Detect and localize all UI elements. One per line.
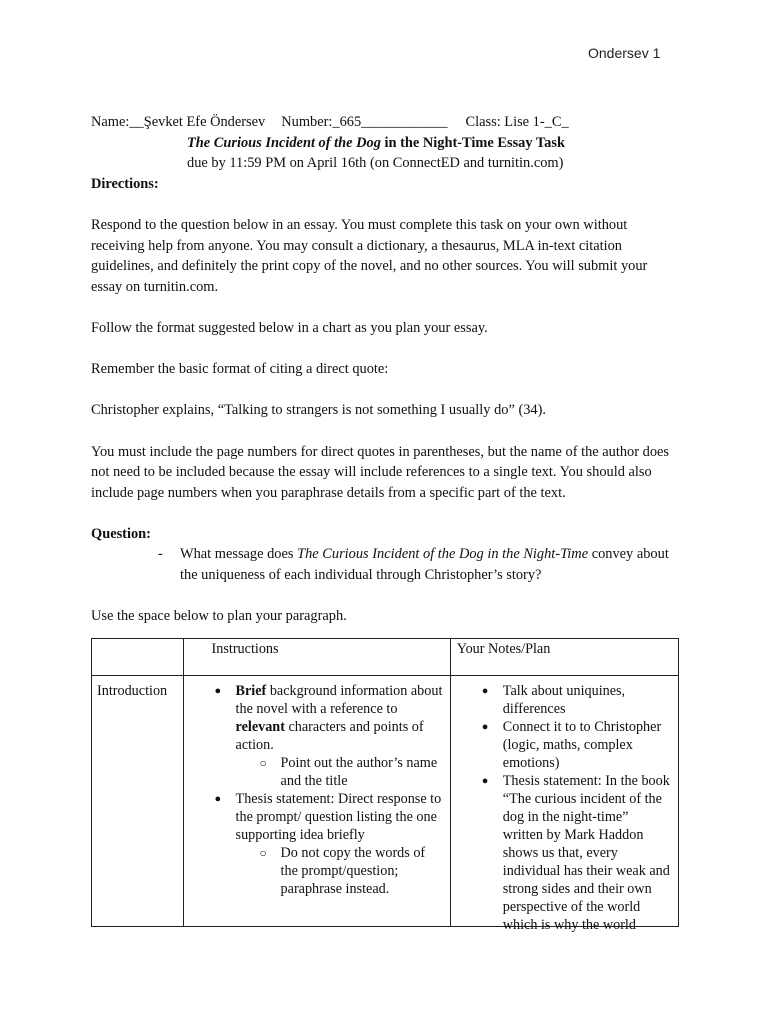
quote-example: Christopher explains, “Talking to strangers is not something I usually do” (34). bbox=[91, 402, 547, 419]
notes-cell bbox=[450, 676, 678, 933]
class-label: Class: Lise 1-_C_ bbox=[465, 114, 569, 130]
directions-paragraph-5: You must include the page numbers for direct quotes in parentheses, but the name of the author does not need to be included because the essay will include references to a single text. You should also include page numbers when you paraphrase details from a specific part of the text. bbox=[91, 443, 670, 501]
name-label: Name:__ bbox=[91, 114, 144, 130]
plan-note: Use the space below to plan your paragraph. bbox=[91, 608, 347, 625]
note-item-uniqueness: ● Talk about uniquines, differences bbox=[503, 682, 672, 718]
number-label: Number:_665____________ bbox=[281, 114, 448, 130]
essay-title bbox=[91, 133, 681, 154]
instructions-cell bbox=[183, 676, 450, 927]
due-date: due by 11:59 PM on April 16th (on ConnectED and turnitin.com) bbox=[187, 155, 564, 172]
instruction-subbullet-paraphrase: ○ Do not copy the words of the prompt/question; paraphrase instead. bbox=[281, 844, 444, 898]
directions-paragraph-2: Follow the format suggested below in a chart as you plan your essay. bbox=[91, 319, 488, 336]
document-body bbox=[91, 112, 681, 627]
table-header-empty bbox=[92, 639, 184, 676]
instruction-subbullet-author: ○ Point out the author’s name and the title bbox=[281, 754, 444, 790]
row-label-introduction: Introduction bbox=[92, 676, 184, 927]
table-header-row bbox=[92, 639, 679, 676]
instruction-bullet-thesis: ● Thesis statement: Direct response to the prompt/ question listing the one supporting idea briefly ○ Do not copy the words of the prompt/question; paraphrase instead. bbox=[236, 790, 444, 898]
table-header-notes: Your Notes/Plan bbox=[450, 639, 678, 676]
directions-paragraph-3: Remember the basic format of citing a direct quote: bbox=[91, 361, 389, 378]
name-value: Şevket Efe Öndersev bbox=[143, 114, 266, 130]
instruction-bullet-background: ● Brief background information about the novel with a reference to relevant characters and points of action. ○ Point out the author’s name and the title bbox=[236, 682, 444, 790]
student-info-line bbox=[91, 112, 681, 133]
essay-title-rest: in the Night-Time Essay Task bbox=[380, 134, 565, 151]
planning-table bbox=[91, 638, 679, 933]
note-item-thesis: ● Thesis statement: In the book “The curious incident of the dog in the night-time” written by Mark Haddon shows us that, every individual has their weak and strong sides and their own perspective of the world which is why the world bbox=[503, 772, 672, 934]
question-item bbox=[91, 544, 681, 585]
essay-title-italic: The Curious Incident of the Dog bbox=[187, 134, 381, 151]
question-dash: - bbox=[158, 546, 163, 563]
table-row bbox=[92, 676, 679, 927]
table-header-instructions: Instructions bbox=[183, 639, 450, 676]
page-header-label: Ondersev 1 bbox=[588, 45, 661, 61]
question-text: What message does The Curious Incident of the Dog in the Night-Time convey about the uniqueness of each individual through Christopher’s story? bbox=[180, 546, 669, 584]
directions-paragraph-1: Respond to the question below in an essay. You must complete this task on your own without receiving help from anyone. You may consult a dictionary, a thesaurus, MLA in-text citation guidelines, and definitely the print copy of the novel, and no other sources. You will submit your essay on turnitin.com. bbox=[91, 216, 648, 295]
question-heading: Question: bbox=[91, 525, 151, 542]
note-item-christopher: ● Connect it to to Christopher (logic, maths, complex emotions) bbox=[503, 718, 672, 772]
directions-heading: Directions: bbox=[91, 175, 159, 192]
